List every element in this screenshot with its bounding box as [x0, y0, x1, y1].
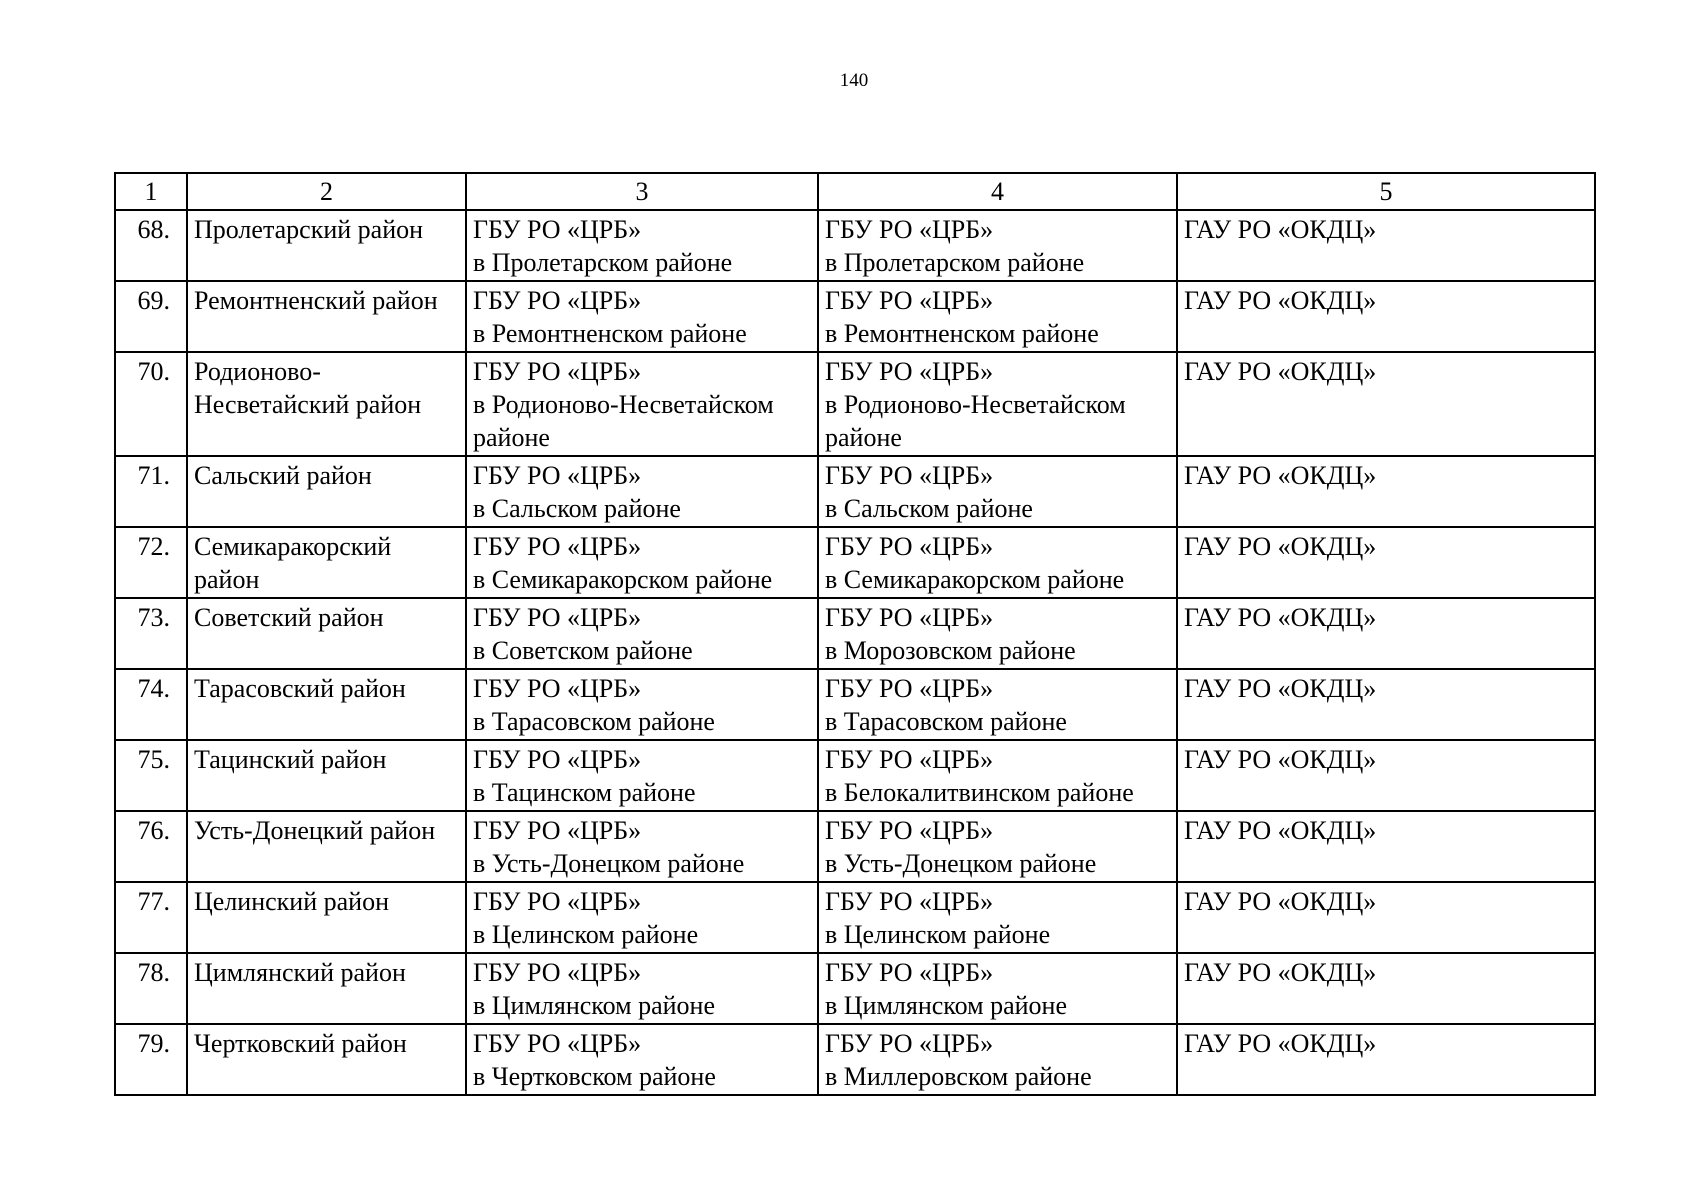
secondary-institution-line: в Усть-Донецком районе — [825, 849, 1097, 878]
primary-institution — [466, 210, 818, 281]
primary-institution-line: ГБУ РО «ЦРБ» — [473, 745, 642, 774]
secondary-institution-line: в Родионово-Несветайском — [825, 390, 1126, 419]
page-number: 140 — [839, 70, 869, 91]
district-name — [187, 811, 466, 882]
primary-institution — [466, 1024, 818, 1095]
secondary-institution — [818, 352, 1177, 456]
table-row — [115, 598, 1595, 669]
secondary-institution-line: районе — [825, 423, 902, 452]
district-name — [187, 669, 466, 740]
column-header-4: 4 — [818, 173, 1177, 210]
primary-institution — [466, 598, 818, 669]
secondary-institution-line: в Морозовском районе — [825, 636, 1076, 665]
regional-center: ГАУ РО «ОКДЦ» — [1177, 352, 1595, 456]
table-row — [115, 527, 1595, 598]
primary-institution — [466, 953, 818, 1024]
regional-center: ГАУ РО «ОКДЦ» — [1177, 210, 1595, 281]
regional-center: ГАУ РО «ОКДЦ» — [1177, 953, 1595, 1024]
secondary-institution-line: ГБУ РО «ЦРБ» — [825, 357, 994, 386]
secondary-institution-line: ГБУ РО «ЦРБ» — [825, 603, 994, 632]
table-row — [115, 740, 1595, 811]
table-row — [115, 456, 1595, 527]
district-name — [187, 352, 466, 456]
primary-institution — [466, 740, 818, 811]
primary-institution-line: ГБУ РО «ЦРБ» — [473, 816, 642, 845]
secondary-institution-line: ГБУ РО «ЦРБ» — [825, 1029, 994, 1058]
district-name — [187, 527, 466, 598]
primary-institution — [466, 456, 818, 527]
district-name-line: Несветайский район — [194, 390, 422, 419]
regional-center: ГАУ РО «ОКДЦ» — [1177, 811, 1595, 882]
row-number: 76. — [115, 811, 187, 882]
primary-institution — [466, 281, 818, 352]
secondary-institution-line: ГБУ РО «ЦРБ» — [825, 532, 994, 561]
column-header-2: 2 — [187, 173, 466, 210]
secondary-institution — [818, 882, 1177, 953]
secondary-institution — [818, 953, 1177, 1024]
secondary-institution-line: в Ремонтненском районе — [825, 319, 1099, 348]
row-number: 71. — [115, 456, 187, 527]
primary-institution-line: ГБУ РО «ЦРБ» — [473, 958, 642, 987]
secondary-institution — [818, 811, 1177, 882]
secondary-institution-line: в Цимлянском районе — [825, 991, 1067, 1020]
secondary-institution-line: ГБУ РО «ЦРБ» — [825, 215, 994, 244]
secondary-institution-line: ГБУ РО «ЦРБ» — [825, 887, 994, 916]
district-name-line: Сальский район — [194, 461, 372, 490]
secondary-institution-line: ГБУ РО «ЦРБ» — [825, 958, 994, 987]
regional-center: ГАУ РО «ОКДЦ» — [1177, 598, 1595, 669]
table-row — [115, 210, 1595, 281]
district-name — [187, 210, 466, 281]
district-name — [187, 598, 466, 669]
primary-institution-line: ГБУ РО «ЦРБ» — [473, 1029, 642, 1058]
row-number: 69. — [115, 281, 187, 352]
table-row — [115, 281, 1595, 352]
regional-center: ГАУ РО «ОКДЦ» — [1177, 456, 1595, 527]
secondary-institution-line: в Семикаракорском районе — [825, 565, 1125, 594]
table-row — [115, 669, 1595, 740]
district-name-line: район — [194, 565, 260, 594]
districts-table — [114, 172, 1596, 1096]
secondary-institution — [818, 669, 1177, 740]
district-name — [187, 882, 466, 953]
primary-institution-line: ГБУ РО «ЦРБ» — [473, 532, 642, 561]
regional-center: ГАУ РО «ОКДЦ» — [1177, 1024, 1595, 1095]
primary-institution-line: в Усть-Донецком районе — [473, 849, 745, 878]
secondary-institution-line: ГБУ РО «ЦРБ» — [825, 674, 994, 703]
row-number: 78. — [115, 953, 187, 1024]
primary-institution-line: ГБУ РО «ЦРБ» — [473, 887, 642, 916]
row-number: 72. — [115, 527, 187, 598]
table-row — [115, 352, 1595, 456]
regional-center: ГАУ РО «ОКДЦ» — [1177, 882, 1595, 953]
secondary-institution — [818, 456, 1177, 527]
table-row — [115, 811, 1595, 882]
column-header-1: 1 — [115, 173, 187, 210]
secondary-institution — [818, 598, 1177, 669]
secondary-institution-line: в Тарасовском районе — [825, 707, 1067, 736]
secondary-institution-line: в Сальском районе — [825, 494, 1033, 523]
secondary-institution — [818, 1024, 1177, 1095]
primary-institution — [466, 352, 818, 456]
primary-institution — [466, 669, 818, 740]
table-row — [115, 882, 1595, 953]
primary-institution-line: районе — [473, 423, 550, 452]
secondary-institution-line: в Белокалитвинском районе — [825, 778, 1134, 807]
district-name-line: Ремонтненский район — [194, 286, 438, 315]
row-number: 79. — [115, 1024, 187, 1095]
secondary-institution-line: ГБУ РО «ЦРБ» — [825, 461, 994, 490]
district-name-line: Тарасовский район — [194, 674, 406, 703]
district-name — [187, 281, 466, 352]
secondary-institution — [818, 281, 1177, 352]
table-body — [115, 210, 1595, 1095]
primary-institution-line: в Пролетарском районе — [473, 248, 733, 277]
regional-center: ГАУ РО «ОКДЦ» — [1177, 527, 1595, 598]
secondary-institution-line: в Пролетарском районе — [825, 248, 1085, 277]
district-name — [187, 740, 466, 811]
regional-center: ГАУ РО «ОКДЦ» — [1177, 740, 1595, 811]
district-name-line: Чертковский район — [194, 1029, 407, 1058]
district-name-line: Целинский район — [194, 887, 389, 916]
district-name-line: Семикаракорский — [194, 532, 392, 561]
primary-institution-line: ГБУ РО «ЦРБ» — [473, 357, 642, 386]
regional-center: ГАУ РО «ОКДЦ» — [1177, 669, 1595, 740]
primary-institution-line: в Родионово-Несветайском — [473, 390, 774, 419]
primary-institution-line: в Сальском районе — [473, 494, 681, 523]
district-name-line: Цимлянский район — [194, 958, 406, 987]
secondary-institution — [818, 527, 1177, 598]
district-name-line: Тацинский район — [194, 745, 387, 774]
primary-institution-line: ГБУ РО «ЦРБ» — [473, 215, 642, 244]
primary-institution-line: ГБУ РО «ЦРБ» — [473, 603, 642, 632]
secondary-institution — [818, 210, 1177, 281]
table-header-row — [115, 173, 1595, 210]
row-number: 73. — [115, 598, 187, 669]
district-name — [187, 1024, 466, 1095]
secondary-institution-line: в Целинском районе — [825, 920, 1051, 949]
secondary-institution-line: ГБУ РО «ЦРБ» — [825, 745, 994, 774]
column-header-3: 3 — [466, 173, 818, 210]
column-header-5: 5 — [1177, 173, 1595, 210]
primary-institution-line: в Советском районе — [473, 636, 693, 665]
secondary-institution-line: ГБУ РО «ЦРБ» — [825, 816, 994, 845]
primary-institution-line: в Ремонтненском районе — [473, 319, 747, 348]
row-number: 68. — [115, 210, 187, 281]
primary-institution — [466, 811, 818, 882]
primary-institution-line: ГБУ РО «ЦРБ» — [473, 286, 642, 315]
district-name — [187, 953, 466, 1024]
row-number: 77. — [115, 882, 187, 953]
primary-institution-line: в Чертковском районе — [473, 1062, 716, 1091]
primary-institution — [466, 527, 818, 598]
district-name-line: Родионово- — [194, 357, 321, 386]
table-row — [115, 1024, 1595, 1095]
primary-institution — [466, 882, 818, 953]
row-number: 70. — [115, 352, 187, 456]
secondary-institution-line: в Миллеровском районе — [825, 1062, 1092, 1091]
primary-institution-line: в Семикаракорском районе — [473, 565, 773, 594]
secondary-institution — [818, 740, 1177, 811]
primary-institution-line: в Тарасовском районе — [473, 707, 715, 736]
row-number: 74. — [115, 669, 187, 740]
district-name-line: Советский район — [194, 603, 384, 632]
primary-institution-line: ГБУ РО «ЦРБ» — [473, 674, 642, 703]
primary-institution-line: ГБУ РО «ЦРБ» — [473, 461, 642, 490]
district-name-line: Пролетарский район — [194, 215, 424, 244]
primary-institution-line: в Тацинском районе — [473, 778, 696, 807]
row-number: 75. — [115, 740, 187, 811]
regional-center: ГАУ РО «ОКДЦ» — [1177, 281, 1595, 352]
primary-institution-line: в Цимлянском районе — [473, 991, 715, 1020]
district-name-line: Усть-Донецкий район — [194, 816, 436, 845]
table-row — [115, 953, 1595, 1024]
secondary-institution-line: ГБУ РО «ЦРБ» — [825, 286, 994, 315]
primary-institution-line: в Целинском районе — [473, 920, 699, 949]
district-name — [187, 456, 466, 527]
